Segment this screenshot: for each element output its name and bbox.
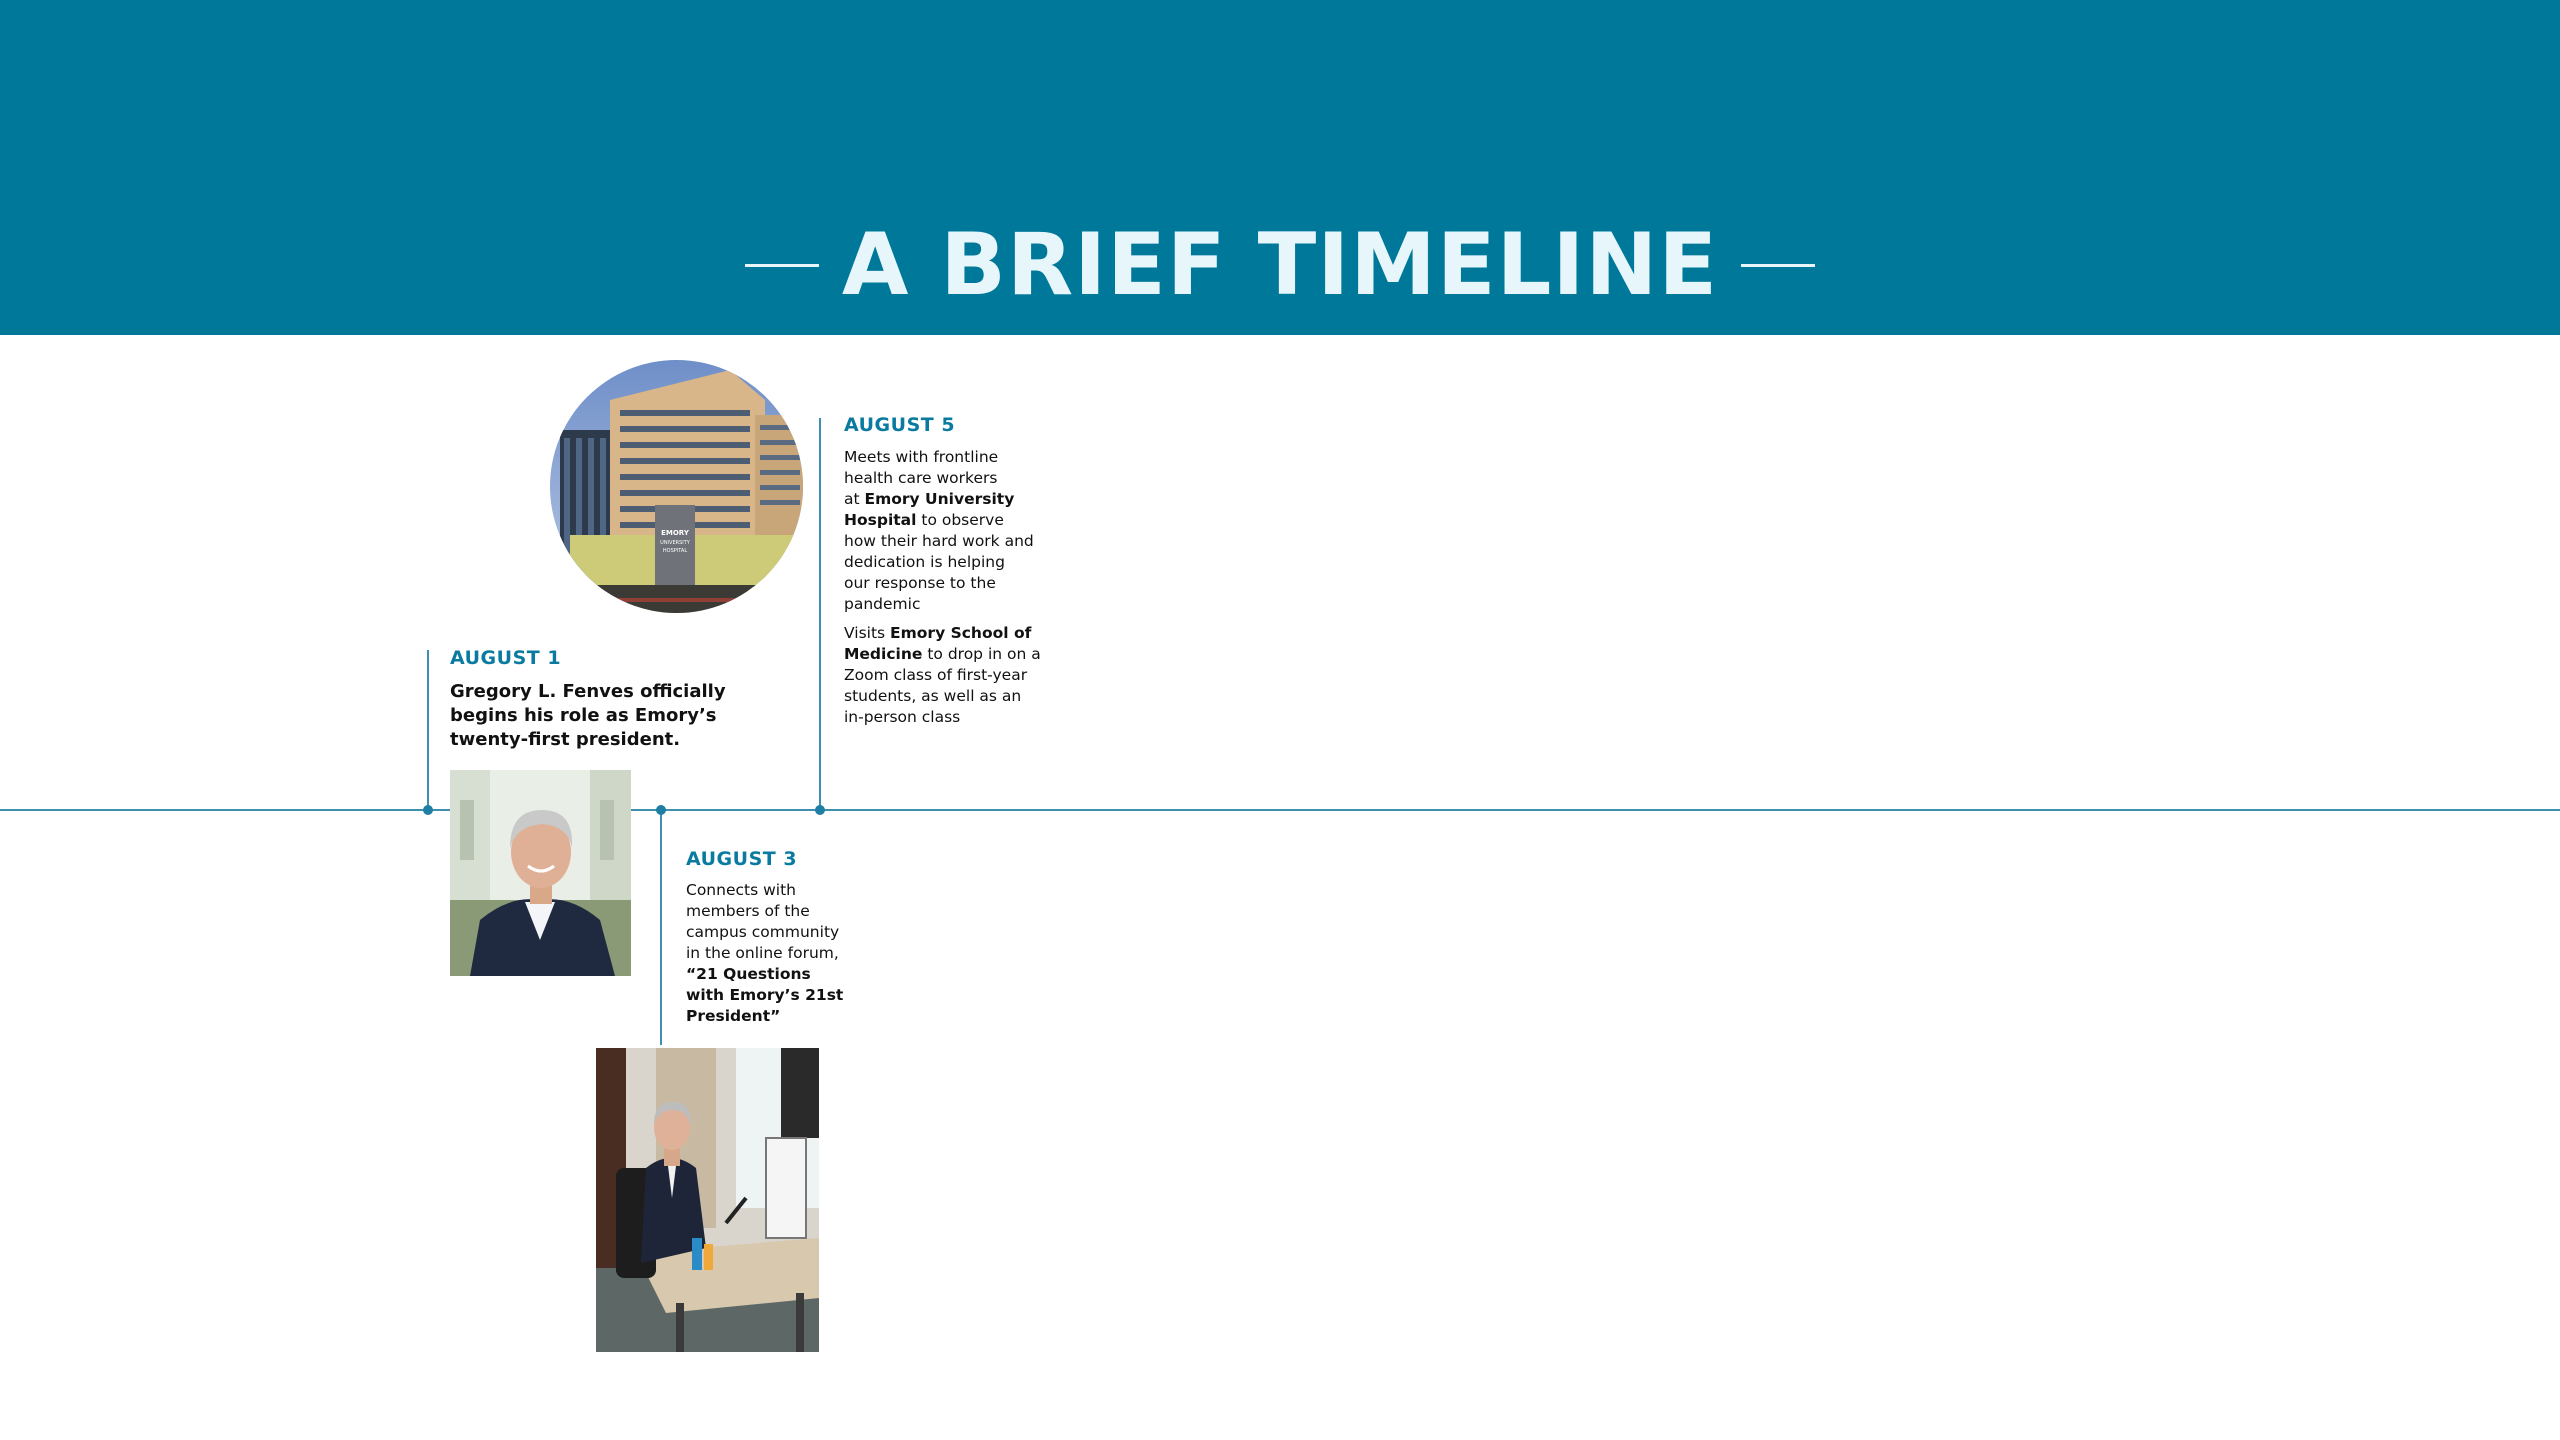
portrait-photo (450, 770, 631, 976)
text-line: at Emory University (844, 490, 1015, 508)
text-line: Zoom class of first-year (844, 666, 1028, 684)
text-line: Gregory L. Fenves officially (450, 681, 726, 702)
text-line: Visits Emory School of (844, 624, 1032, 642)
text-line: Medicine to drop in on a (844, 645, 1041, 663)
connector-august-3 (660, 810, 662, 1045)
desk-session-photo (596, 1048, 819, 1352)
hospital-sign-text-2: UNIVERSITY (660, 540, 690, 546)
text-line: pandemic (844, 595, 921, 613)
timeline-dot-august-3 (656, 805, 666, 815)
date-august-3: AUGUST 3 (686, 848, 798, 870)
title-bar (0, 210, 2560, 320)
connector-august-5 (819, 418, 821, 810)
title-left-dash (745, 264, 819, 267)
text-line: President” (686, 1007, 781, 1025)
entry-august-1-text (450, 680, 750, 752)
text-line: how their hard work and (844, 532, 1034, 550)
text-line: in the online forum, (686, 944, 839, 962)
text-line: dedication is helping (844, 553, 1005, 571)
date-august-1: AUGUST 1 (450, 647, 562, 669)
entry-august-5-text (844, 447, 1064, 728)
date-august-5: AUGUST 5 (844, 414, 956, 436)
text-line: Connects with (686, 881, 796, 899)
page-title: A BRIEF TIMELINE (841, 215, 1719, 315)
hospital-building-photo (550, 360, 803, 613)
text-line: with Emory’s 21st (686, 986, 844, 1004)
text-line: our response to the (844, 574, 996, 592)
text-line: members of the (686, 902, 810, 920)
text-line: health care workers (844, 469, 998, 487)
text-line: in-person class (844, 708, 961, 726)
entry-august-3-text (686, 880, 846, 1027)
title-right-dash (1741, 264, 1815, 267)
timeline-dot-august-1 (423, 805, 433, 815)
timeline-dot-august-5 (815, 805, 825, 815)
text-line: Hospital to observe (844, 511, 1004, 529)
hospital-sign-text-3: HOSPITAL (662, 548, 688, 554)
text-line: Meets with frontline (844, 448, 999, 466)
timeline-axis (0, 809, 2560, 811)
hospital-sign-text: EMORY (661, 529, 689, 537)
connector-august-1 (427, 650, 429, 810)
text-line: campus community (686, 923, 840, 941)
text-line: twenty-first president. (450, 729, 681, 750)
text-line: “21 Questions (686, 965, 811, 983)
text-line: begins his role as Emory’s (450, 705, 717, 726)
text-line: students, as well as an (844, 687, 1022, 705)
